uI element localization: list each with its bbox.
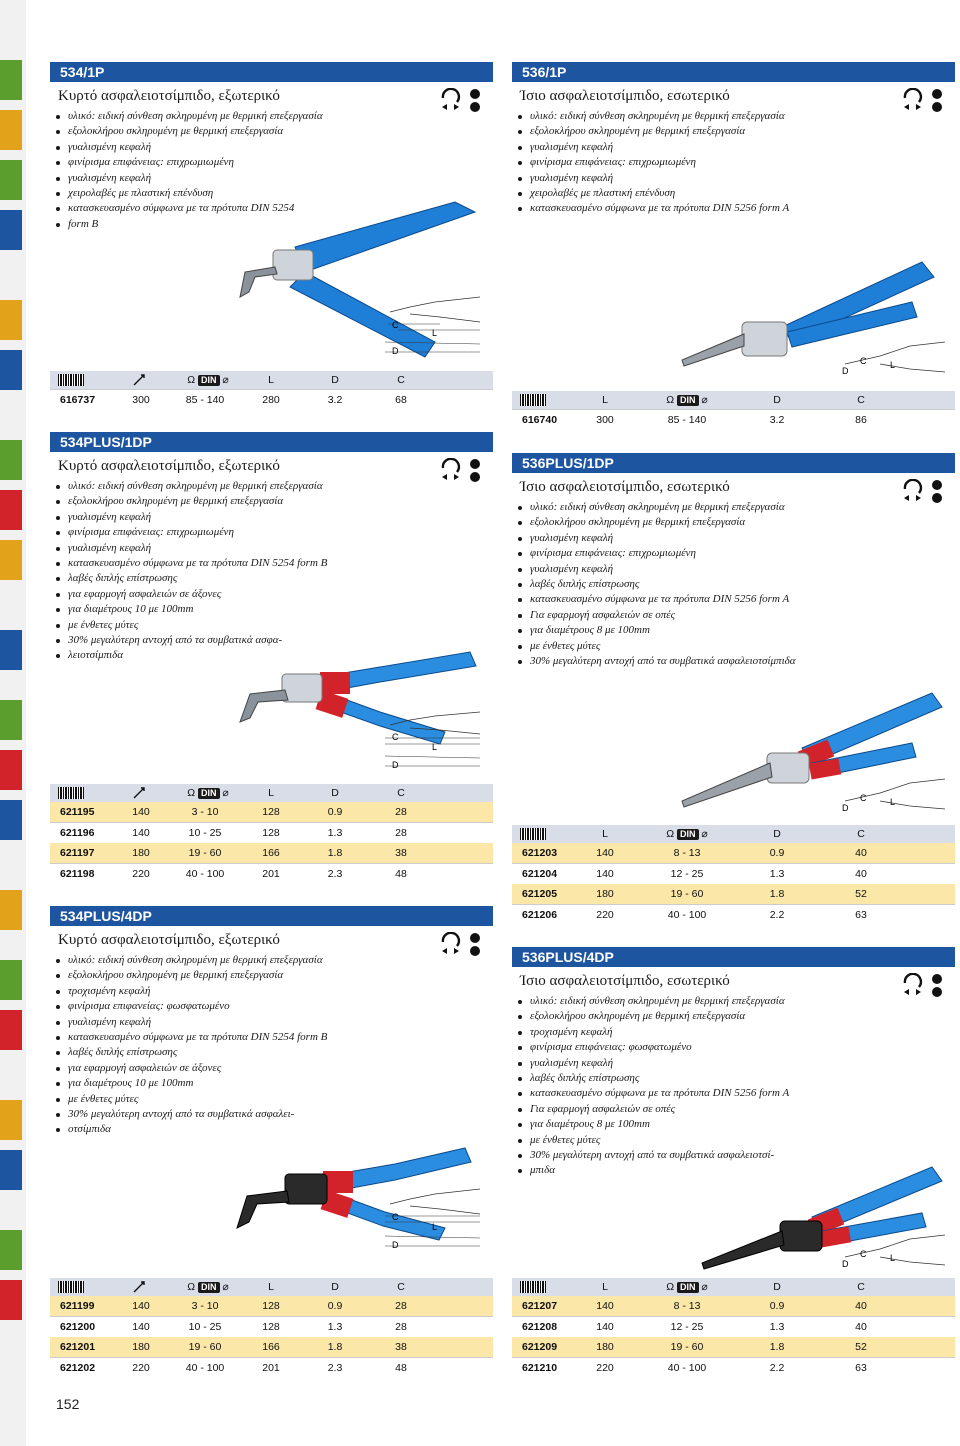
feature-item: φινίρισμα επιφάνειας: επιχρωμιωμένη: [530, 546, 955, 561]
feature-item: λαβές διπλής επίστρωσης: [530, 1071, 955, 1086]
table-row: 621195 140 3 - 10 128 0.9 28: [50, 802, 493, 822]
product-title: Ίσιο ασφαλειοτσίμπιδο, εσωτερικό: [520, 973, 730, 989]
feature-item: γυαλισμένη κεφαλή: [530, 140, 955, 155]
feature-item: χειρολαβές με πλαστική επένδυση: [530, 186, 955, 201]
table-row: 621207 140 8 - 13 0.9 40: [512, 1296, 955, 1316]
product-table: [512, 825, 955, 925]
product-code-header: 534PLUS/4DP: [50, 906, 493, 926]
product-code-header: 536PLUS/1DP: [512, 453, 955, 473]
table-row: 621199 140 3 - 10 128 0.9 28: [50, 1296, 493, 1316]
svg-text:D: D: [392, 346, 399, 356]
ring-din-diameter-header: Ω DIN ⌀: [187, 1281, 229, 1293]
table-row: 616737 300 85 - 140 280 3.2 68: [50, 389, 493, 410]
feature-item: Για εφαρμογή ασφαλειών σε οπές: [530, 1102, 955, 1117]
feature-item: κατασκευασμένο σύμφωνα με τα πρότυπα DIN 5256 form A: [530, 201, 955, 216]
col-L: L: [268, 787, 274, 799]
product-block-534-1p: [50, 62, 493, 412]
col-L: L: [602, 1281, 608, 1293]
product-code-header: 536PLUS/4DP: [512, 947, 955, 967]
feature-item: γυαλισμένη κεφαλή: [530, 531, 955, 546]
product-table: [50, 371, 493, 410]
table-row: 621197 180 19 - 60 166 1.8 38: [50, 843, 493, 863]
feature-item: λαβές διπλής επίστρωσης: [68, 571, 493, 586]
dimension-diagram: [840, 334, 950, 382]
table-row: 621204 140 12 - 25 1.3 40: [512, 863, 955, 884]
product-table: [512, 1278, 955, 1378]
product-title: Ίσιο ασφαλειοτσίμπιδο, εσωτερικό: [520, 88, 730, 104]
feature-item: φινίρισμα επιφάνειας: φωσφατωμένο: [530, 1040, 955, 1055]
col-D: D: [773, 394, 781, 406]
table-header: [50, 371, 493, 389]
feature-item: τροχισμένη κεφαλή: [530, 1025, 955, 1040]
table-row: 621209 180 19 - 60 1.8 52: [512, 1337, 955, 1357]
feature-list: [512, 500, 955, 669]
ring-din-diameter-header: Ω DIN ⌀: [187, 787, 229, 799]
col-C: C: [857, 828, 865, 840]
col-C: C: [397, 374, 405, 386]
feature-item: υλικό: ειδική σύνθεση σκληρυμένη με θερμική επεξεργασία: [530, 994, 955, 1009]
feature-item: φινίρισμα επιφάνειας: επιχρωμιωμένη: [68, 525, 493, 540]
feature-item: εξολοκλήρου σκληρυμένη με θερμική επεξεργασία: [530, 124, 955, 139]
length-icon: [132, 786, 146, 800]
feature-item: γυαλισμένη κεφαλή: [530, 171, 955, 186]
table-row: 621196 140 10 - 25 128 1.3 28: [50, 822, 493, 843]
ring-din-diameter-header: Ω DIN ⌀: [666, 828, 708, 840]
barcode-icon: [58, 1281, 84, 1293]
feature-item: με ένθετες μύτες: [530, 639, 955, 654]
table-row: 616740 300 85 - 140 3.2 86: [512, 409, 955, 430]
feature-item: εξολοκλήρου σκληρυμένη με θερμική επεξεργασία: [68, 124, 493, 139]
feature-item: χειρολαβές με πλαστική επένδυση: [68, 186, 493, 201]
table-row: 621201 180 19 - 60 166 1.8 38: [50, 1337, 493, 1357]
feature-item: με ένθετες μύτες: [68, 618, 493, 633]
svg-text:D: D: [392, 760, 399, 770]
svg-text:D: D: [392, 1240, 399, 1250]
feature-item: κατασκευασμένο σύμφωνα με τα πρότυπα DIN 5254: [68, 201, 493, 216]
table-row: 621203 140 8 - 13 0.9 40: [512, 843, 955, 863]
feature-item: γυαλισμένη κεφαλή: [530, 1056, 955, 1071]
feature-item: για διαμέτρους 10 με 100mm: [68, 602, 493, 617]
svg-text:C: C: [392, 1212, 399, 1222]
dimension-diagram: [840, 1227, 950, 1275]
table-row: 621210 220 40 - 100 2.2 63: [512, 1357, 955, 1378]
feature-item: γυαλισμένη κεφαλή: [68, 510, 493, 525]
product-table: [512, 391, 955, 430]
table-row: 621208 140 12 - 25 1.3 40: [512, 1316, 955, 1337]
page-number: 152: [56, 1396, 80, 1412]
feature-item: υλικό: ειδική σύνθεση σκληρυμένη με θερμική επεξεργασία: [530, 500, 955, 515]
table-header: [512, 391, 955, 409]
product-block-536plus-4dp: [512, 947, 955, 1382]
svg-text:D: D: [842, 366, 849, 376]
col-C: C: [397, 1281, 405, 1293]
table-header: [50, 1278, 493, 1296]
feature-item: κατασκευασμένο σύμφωνα με τα πρότυπα DIN 5256 form A: [530, 592, 955, 607]
side-color-strip: [0, 0, 26, 1446]
feature-item: λαβές διπλής επίστρωσης: [530, 577, 955, 592]
svg-text:C: C: [860, 793, 867, 803]
feature-item: 30% μεγαλύτερη αντοχή από τα συμβατικά ασφαλει-: [68, 1107, 493, 1122]
feature-item: 30% μεγαλύτερη αντοχή από τα συμβατικά ασφαλειοτσί-: [530, 1148, 955, 1163]
svg-text:L: L: [432, 1222, 438, 1232]
feature-item: υλικό: ειδική σύνθεση σκληρυμένη με θερμική επεξεργασία: [68, 953, 493, 968]
feature-item: για διαμέτρους 8 με 100mm: [530, 623, 955, 638]
table-row: 621205 180 19 - 60 1.8 52: [512, 884, 955, 904]
ring-din-diameter-header: Ω DIN ⌀: [666, 394, 708, 406]
svg-text:L: L: [890, 1253, 896, 1263]
feature-item: λαβές διπλής επίστρωσης: [68, 1045, 493, 1060]
feature-item: κατασκευασμένο σύμφωνα με τα πρότυπα DIN 5254 form B: [68, 1030, 493, 1045]
col-L: L: [602, 828, 608, 840]
length-icon: [132, 1280, 146, 1294]
col-D: D: [773, 828, 781, 840]
feature-item: εξολοκλήρου σκληρυμένη με θερμική επεξεργασία: [530, 515, 955, 530]
feature-item: εξολοκλήρου σκληρυμένη με θερμική επεξεργασία: [68, 968, 493, 983]
barcode-icon: [58, 374, 84, 386]
svg-text:L: L: [890, 797, 896, 807]
product-code-header: 534/1P: [50, 62, 493, 82]
svg-text:L: L: [432, 742, 438, 752]
table-row: 621200 140 10 - 25 128 1.3 28: [50, 1316, 493, 1337]
feature-item: γυαλισμένη κεφαλή: [68, 140, 493, 155]
product-code-header: 534PLUS/1DP: [50, 432, 493, 452]
col-L: L: [602, 394, 608, 406]
product-table: [50, 784, 493, 884]
feature-item: φινίρισμα επιφανείας: φωσφατωμένο: [68, 999, 493, 1014]
product-block-536plus-1dp: [512, 453, 955, 929]
feature-item: με ένθετες μύτες: [530, 1133, 955, 1148]
feature-item: υλικό: ειδική σύνθεση σκληρυμένη με θερμική επεξεργασία: [68, 479, 493, 494]
length-icon: [132, 373, 146, 387]
svg-text:D: D: [842, 803, 849, 813]
col-D: D: [331, 1281, 339, 1293]
feature-item-continuation: form B: [68, 217, 493, 232]
col-D: D: [773, 1281, 781, 1293]
feature-item: με ένθετες μύτες: [68, 1092, 493, 1107]
svg-text:L: L: [890, 360, 896, 370]
feature-item: 30% μεγαλύτερη αντοχή από τα συμβατικά ασφα-: [68, 633, 493, 648]
col-D: D: [331, 787, 339, 799]
table-row: 621206 220 40 - 100 2.2 63: [512, 904, 955, 925]
feature-item: τροχισμένη κεφαλή: [68, 984, 493, 999]
feature-item: Για εφαρμογή ασφαλειών σε οπές: [530, 608, 955, 623]
svg-text:C: C: [392, 732, 399, 742]
dimension-diagram: [380, 710, 490, 774]
table-header: [512, 1278, 955, 1296]
ring-din-diameter-header: Ω DIN ⌀: [666, 1281, 708, 1293]
product-table: [50, 1278, 493, 1378]
table-header: [512, 825, 955, 843]
feature-item-continuation: λειοτσίμπιδα: [68, 648, 493, 663]
svg-text:D: D: [842, 1259, 849, 1269]
barcode-icon: [520, 394, 546, 406]
feature-item: για διαμέτρους 10 με 100mm: [68, 1076, 493, 1091]
svg-text:L: L: [432, 328, 438, 338]
feature-item: 30% μεγαλύτερη αντοχή από τα συμβατικά ασφαλειοτσίμπιδα: [530, 654, 955, 669]
svg-text:C: C: [860, 356, 867, 366]
feature-item: κατασκευασμένο σύμφωνα με τα πρότυπα DIN 5256 form A: [530, 1086, 955, 1101]
product-block-536-1p: [512, 62, 955, 432]
feature-list: [512, 109, 955, 217]
product-block-534plus-1dp: [50, 432, 493, 888]
feature-item: εξολοκλήρου σκληρυμένη με θερμική επεξεργασία: [530, 1009, 955, 1024]
col-C: C: [857, 394, 865, 406]
dimension-diagram: [840, 771, 950, 819]
dimension-diagram: [380, 1184, 490, 1254]
table-row: 621198 220 40 - 100 201 2.3 48: [50, 863, 493, 884]
col-L: L: [268, 1281, 274, 1293]
product-title: Κυρτό ασφαλειοτσίμπιδο, εξωτερικό: [58, 458, 280, 474]
svg-text:C: C: [860, 1249, 867, 1259]
feature-item: γυαλισμένη κεφαλή: [68, 1015, 493, 1030]
product-block-534plus-4dp: [50, 906, 493, 1382]
svg-text:C: C: [392, 320, 399, 330]
col-D: D: [331, 374, 339, 386]
col-C: C: [857, 1281, 865, 1293]
feature-item: για εφαρμογή ασφαλειών σε άξονες: [68, 1061, 493, 1076]
table-row: 621202 220 40 - 100 201 2.3 48: [50, 1357, 493, 1378]
ring-din-diameter-header: Ω DIN ⌀: [187, 374, 229, 386]
feature-item: υλικό: ειδική σύνθεση σκληρυμένη με θερμική επεξεργασία: [68, 109, 493, 124]
product-title: Κυρτό ασφαλειοτσίμπιδο, εξωτερικό: [58, 88, 280, 104]
feature-item: εξολοκλήρου σκληρυμένη με θερμική επεξεργασία: [68, 494, 493, 509]
feature-item: γυαλισμένη κεφαλή: [68, 171, 493, 186]
feature-list: [50, 953, 493, 1138]
barcode-icon: [520, 1281, 546, 1293]
dimension-diagram: [380, 292, 490, 362]
feature-item-continuation: οτσίμπιδα: [68, 1122, 493, 1137]
product-code-header: 536/1P: [512, 62, 955, 82]
feature-item: φινίρισμα επιφάνειας: επιχρωμιωμένη: [530, 155, 955, 170]
feature-item: γυαλισμένη κεφαλή: [530, 562, 955, 577]
col-L: L: [268, 374, 274, 386]
barcode-icon: [520, 828, 546, 840]
feature-item: φινίρισμα επιφάνειας: επιχρωμιωμένη: [68, 155, 493, 170]
barcode-icon: [58, 787, 84, 799]
table-header: [50, 784, 493, 802]
feature-item: για εφαρμογή ασφαλειών σε άξονες: [68, 587, 493, 602]
feature-item: υλικό: ειδική σύνθεση σκληρυμένη με θερμική επεξεργασία: [530, 109, 955, 124]
product-title: Ίσιο ασφαλειοτσίμπιδο, εσωτερικό: [520, 479, 730, 495]
col-C: C: [397, 787, 405, 799]
feature-item-continuation: μπιδα: [530, 1163, 955, 1178]
feature-item: γυαλισμένη κεφαλή: [68, 541, 493, 556]
feature-item: κατασκευασμένο σύμφωνα με τα πρότυπα DIN 5254 form B: [68, 556, 493, 571]
product-title: Κυρτό ασφαλειοτσίμπιδο, εξωτερικό: [58, 932, 280, 948]
feature-item: για διαμέτρους 8 με 100mm: [530, 1117, 955, 1132]
